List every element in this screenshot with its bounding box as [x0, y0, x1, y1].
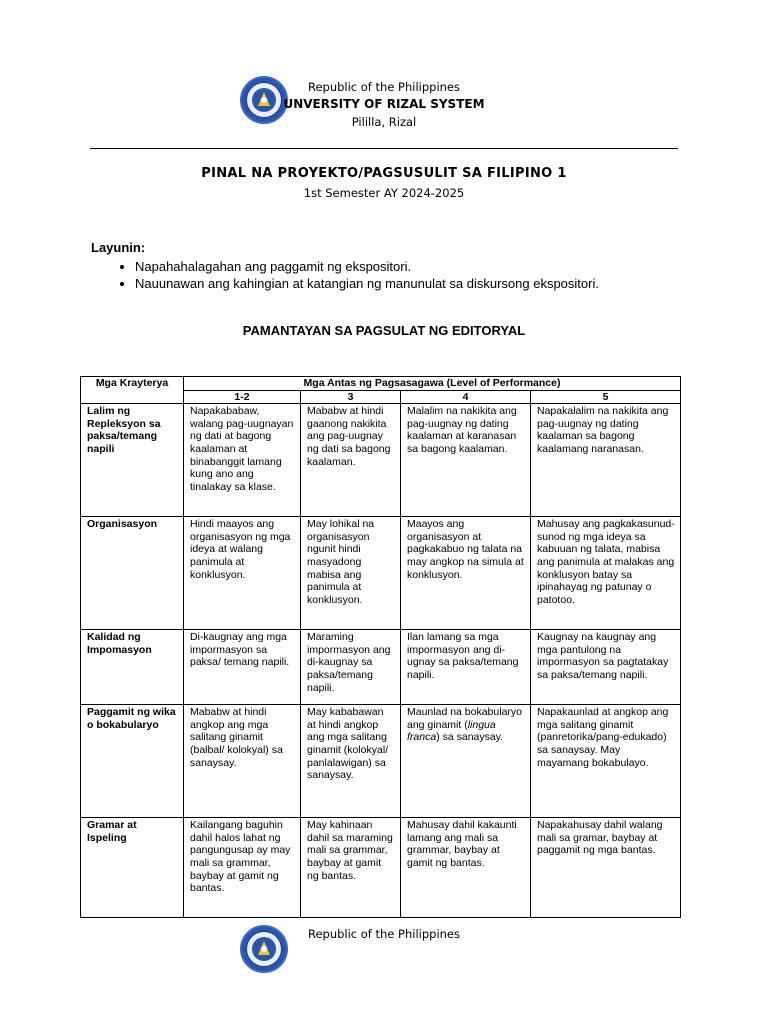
table-cell: May kahinaan dahil sa maraming mali sa grammar, baybay at gamit ng bantas. [301, 818, 401, 918]
criterion-cell: Lalim ng Repleksyon sa paksa/temang napili [81, 404, 184, 517]
semester-label: 1st Semester AY 2024-2025 [303, 186, 465, 200]
table-cell: Maunlad na bokabularyo ang ginamit (lingua franca) sa sanaysay. [401, 705, 531, 818]
table-cell: Maraming impormasyon ang di-kaugnay sa paksa/temang napili. [301, 630, 401, 705]
objective-item: • Napahahalagahan ang paggamit ng ekspositori. [135, 258, 735, 275]
level-header: 1-2 [184, 390, 301, 404]
table-cell: Hindi maayos ang organisasyon ng mga ideya at walang panimula at konklusyon. [184, 517, 301, 630]
header-campus: Pililla, Rizal [351, 115, 417, 129]
criteria-header: Mga Krayterya [81, 377, 184, 404]
table-cell: Malalim na nakikita ang pag-uugnay ng dating kaalaman at karanasan sa bagong kaalaman. [401, 404, 531, 517]
header-university: UNVERSITY OF RIZAL SYSTEM [283, 97, 485, 111]
table-cell: Mahusay ang pagkakasunud-sunod ng mga ideya sa kabuuan ng talata, mabisa ang panimula at malakas ang konklusyon batay sa ipinahayag ng patunay o patotoo. [531, 517, 681, 630]
table-cell: Napakahusay dahil walang mali sa gramar, baybay at paggamit ng mga bantas. [531, 818, 681, 918]
level-header: 3 [301, 390, 401, 404]
table-cell: Di-kaugnay ang mga impormasyon sa paksa/ temang napili. [184, 630, 301, 705]
rubric-title: PAMANTAYAN SA PAGSULAT NG EDITORYAL [242, 323, 526, 338]
table-cell: May lohikal na organisasyon ngunit hindi masyadong mabisa ang panimula at konklusyon. [301, 517, 401, 630]
rubric-table [80, 376, 681, 918]
level-header: 4 [401, 390, 531, 404]
table-row [81, 705, 681, 818]
table-row [81, 517, 681, 630]
table-cell: Napakaunlad at angkop ang mga salitang ginamit (panretorika/pang-edukado) sa sanaysay. May mayamang bokabulayo. [531, 705, 681, 818]
footer-country: Republic of the Philippines [307, 927, 461, 941]
table-cell: Napakababaw, walang pag-uugnayan ng dati at bagong kaalaman at binabanggit lamang kung ano ang tinalakay sa klase. [184, 404, 301, 517]
table-cell: Ilan lamang sa mga impormasyon ang di-ugnay sa paksa/temang napili. [401, 630, 531, 705]
levels-header: Mga Antas ng Pagsasagawa (Level of Performance) [184, 377, 681, 391]
table-cell: Kaugnay na kaugnay ang mga pantulong na impormasyon sa pagtatakay sa paksa/temang napili. [531, 630, 681, 705]
table-row [81, 404, 681, 517]
table-cell: Mababw at hindi angkop ang mga salitang ginamit (balbal/ kolokyal) sa sanaysay. [184, 705, 301, 818]
header-divider [90, 148, 678, 149]
header-country: Republic of the Philippines [307, 80, 461, 94]
table-cell: Mahusay dahil kakaunti lamang ang mali sa grammar, baybay at gamit ng bantas. [401, 818, 531, 918]
document-title: PINAL NA PROYEKTO/PAGSUSULIT SA FILIPINO 1 [201, 166, 567, 181]
table-cell: May kababawan at hindi angkop ang mga salitang ginamit (kolokyal/ panlalawigan) sa sanaysay. [301, 705, 401, 818]
table-cell: Maayos ang organisasyon at pagkakabuo ng talata na may angkop na simula at konklusyon. [401, 517, 531, 630]
objective-item: • Nauunawan ang kahingian at katangian ng manunulat sa diskursong ekspositori. [135, 275, 735, 292]
table-header-row [81, 377, 681, 391]
table-cell: Mababw at hindi gaanong nakikita ang pag-uugnay ng dati sa bagong kaalaman. [301, 404, 401, 517]
criterion-cell: Paggamit ng wika o bokabularyo [81, 705, 184, 818]
criterion-cell: Gramar at Ispeling [81, 818, 184, 918]
table-cell: Napakalalim na nakikita ang pag-uugnay ng dating kaalaman sa bagong kaalamang naranasan. [531, 404, 681, 517]
criterion-cell: Kalidad ng Impomasyon [81, 630, 184, 705]
table-row [81, 818, 681, 918]
table-cell: Kailangang baguhin dahil halos lahat ng pangungusap ay may mali sa grammar, baybay at gamit ng bantas. [184, 818, 301, 918]
level-header: 5 [531, 390, 681, 404]
criterion-cell: Organisasyon [81, 517, 184, 630]
objectives-heading: Layunin: [91, 240, 146, 255]
table-row [81, 630, 681, 705]
objectives-list [91, 258, 735, 292]
